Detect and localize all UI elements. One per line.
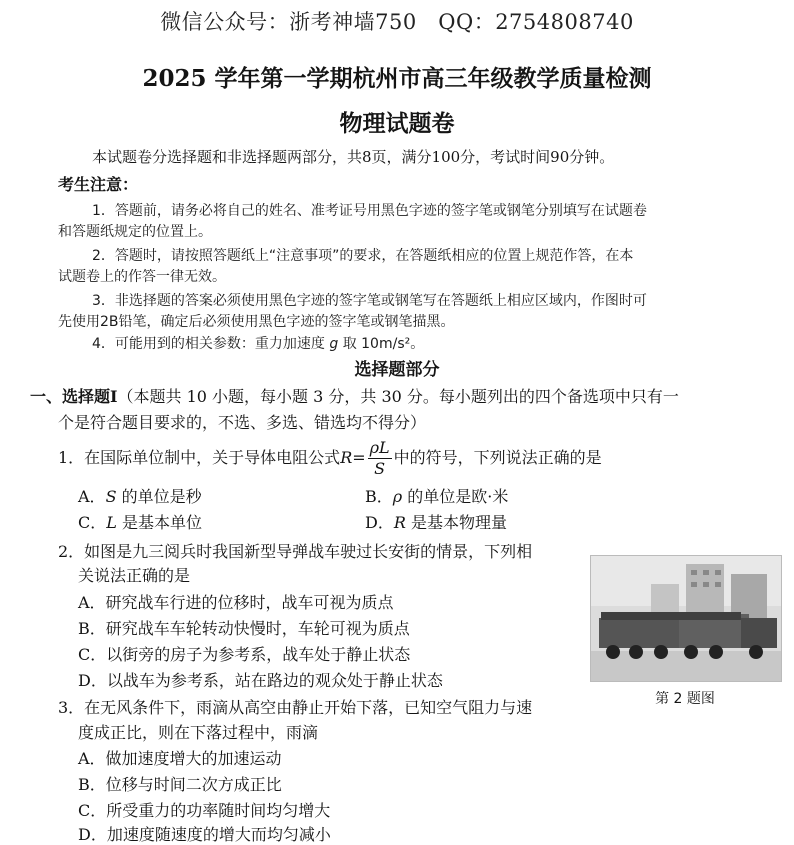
option-label: D． [365, 513, 394, 532]
question-3-option-a: A．做加速度增大的加速运动 [78, 749, 282, 768]
question-1-option-a [78, 484, 202, 507]
exam-intro: 本试题卷分选择题和非选择题两部分，共8页，满分100分，考试时间90分钟。 [92, 148, 615, 166]
option-symbol: ρ [392, 487, 403, 506]
exam-title: 2025 学年第一学期杭州市高三年级教学质量检测 [142, 65, 652, 92]
notice-item-4-suffix: 取 10m/s²。 [342, 336, 425, 352]
option-label: B． [365, 487, 393, 506]
exam-subject-title: 物理试题卷 [339, 110, 455, 137]
part1-heading: 一、选择题Ⅰ [30, 387, 118, 406]
photo-illustration [591, 556, 781, 681]
notice-item-2-line1: 2．答题时，请按照答题纸上“注意事项”的要求，在答题纸相应的位置上规范作答，在本 [92, 248, 634, 264]
notice-item-1-line2: 和答题纸规定的位置上。 [58, 224, 212, 240]
gravity-symbol: g [329, 336, 339, 352]
question-1-option-b [365, 484, 508, 507]
option-symbol: S [105, 487, 117, 506]
question-3-option-c: C．所受重力的功率随时间均匀增大 [78, 801, 331, 820]
question-1-option-d [365, 510, 507, 533]
notice-item-3-line2: 先使用2B铅笔，确定后必须使用黑色字迹的签字笔或钢笔描黑。 [58, 314, 455, 330]
question-1-suffix: 中的符号，下列说法正确的是 [393, 448, 602, 467]
formula-numerator: ρL [369, 438, 390, 457]
notice-heading: 考生注意： [58, 175, 139, 194]
option-text: 是基本单位 [116, 513, 202, 532]
option-text: 的单位是秒 [116, 487, 202, 506]
option-symbol: L [106, 513, 117, 532]
question-1-option-c [78, 510, 202, 533]
formula-equals: = [352, 448, 366, 467]
option-label: C． [78, 513, 107, 532]
option-symbol: R [393, 513, 406, 532]
section-heading: 选择题部分 [354, 360, 440, 380]
formula-lhs: R [340, 448, 353, 467]
part1-desc-line1: （本题共 10 小题，每小题 3 分，共 30 分。每小题列出的四个备选项中只有一 [117, 387, 679, 406]
question-2-stem-line1: 2．如图是九三阅兵时我国新型导弹战车驶过长安街的情景，下列相 [58, 542, 533, 561]
question-1-stem [58, 440, 602, 477]
notice-item-2-line2: 试题卷上的作答一律无效。 [58, 269, 226, 285]
notice-item-4 [92, 333, 424, 353]
figure-caption: 第 2 题图 [655, 691, 715, 707]
question-2-option-c: C．以街旁的房子为参考系，战车处于静止状态 [78, 645, 411, 664]
question-2-option-b: B．研究战车车轮转动快慢时，车轮可视为质点 [78, 619, 410, 638]
question-2-stem-line2: 关说法正确的是 [78, 566, 191, 585]
missile-vehicle-photo [590, 555, 782, 682]
question-3-option-b: B．位移与时间二次方成正比 [78, 775, 282, 794]
question-3-stem-line1: 3．在无风条件下，雨滴从高空由静止开始下落，已知空气阻力与速 [58, 698, 533, 717]
question-2-option-d: D．以战车为参考系，站在路边的观众处于静止状态 [78, 671, 443, 690]
notice-item-1-line1: 1．答题前，请务必将自己的姓名、准考证号用黑色字迹的签字笔或钢笔分别填写在试题卷 [92, 203, 647, 219]
notice-item-4-prefix: 4．可能用到的相关参数：重力加速度 [92, 336, 325, 352]
question-3-stem-line2: 度成正比，则在下落过程中，雨滴 [78, 723, 319, 742]
option-text: 的单位是欧·米 [402, 487, 509, 506]
formula-denominator: S [374, 459, 386, 478]
watermark-header: 微信公众号：浙考神墙750 QQ：2754808740 [160, 10, 634, 34]
notice-item-3-line1: 3．非选择题的答案必须使用黑色字迹的签字笔或钢笔写在答题纸上相应区域内，作图时可 [92, 293, 647, 309]
question-2-option-a: A．研究战车行进的位移时，战车可视为质点 [78, 593, 394, 612]
formula-fraction [368, 440, 392, 477]
option-label: A． [78, 487, 106, 506]
part1-desc-line2: 个是符合题目要求的，不选、多选、错选均不得分） [58, 413, 427, 432]
question-1-prefix: 1．在国际单位制中，关于导体电阻公式 [58, 448, 341, 467]
option-text: 是基本物理量 [405, 513, 507, 532]
question-3-option-d: D．加速度随速度的增大而均匀减小 [78, 825, 331, 844]
part1-line1 [30, 384, 679, 407]
